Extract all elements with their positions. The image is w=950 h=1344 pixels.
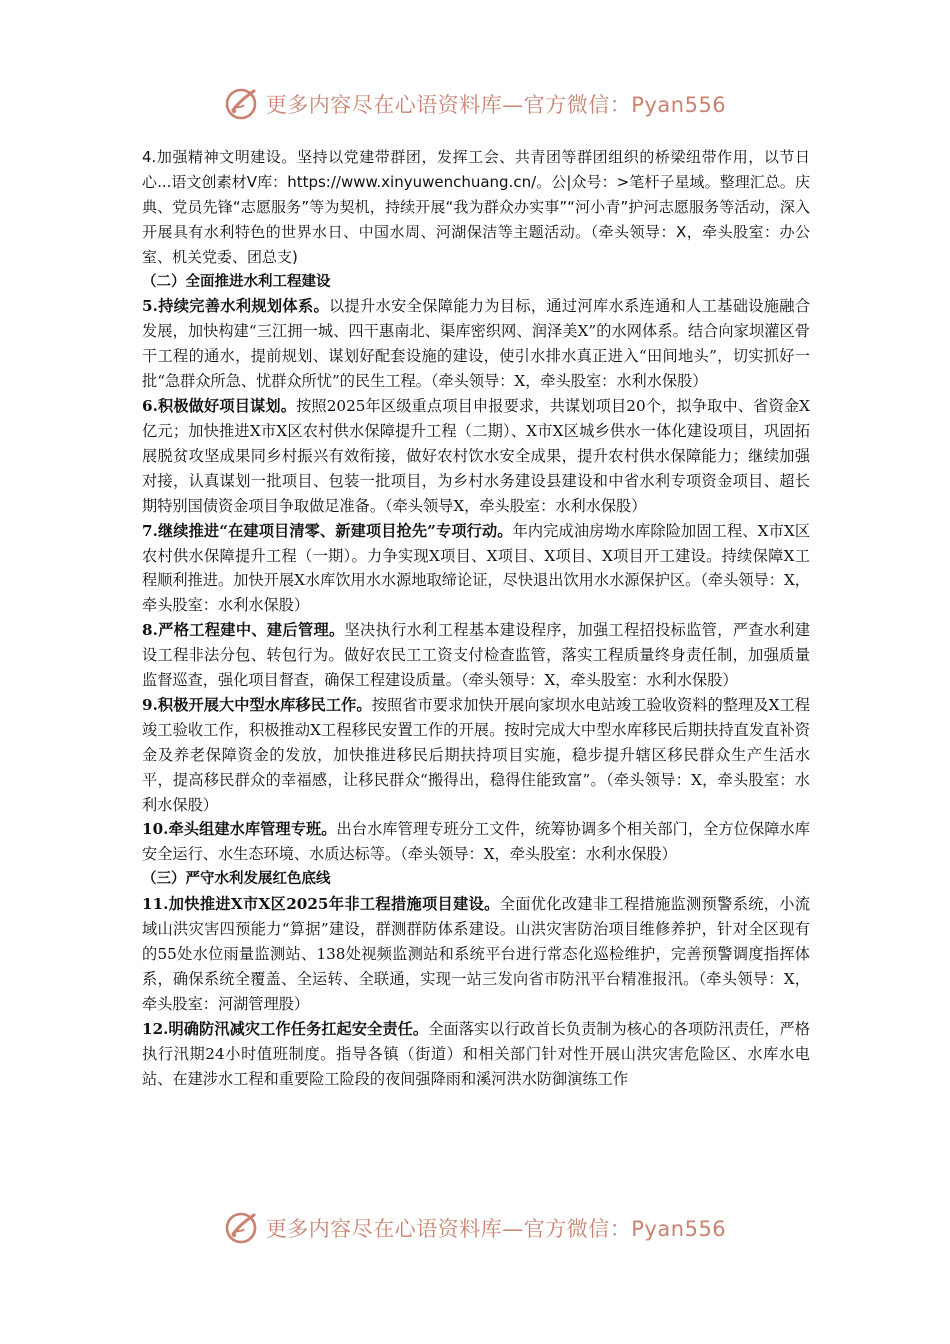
paragraph-text: 年内完成油房坳水库除险加固工程、X市X区农村供水保障提升工程（一期）。力争实现X项目、X项目、X项目、X项目开工建设。持续保障X工程顺利推进。加快开展X水库饮用水水源地取缔论证，尽快退出饮用水水源保护区。（牵头领导：X，牵头股室：水利水保股） (142, 521, 811, 615)
paragraph-title: 5.持续完善水利规划体系。 (142, 297, 329, 316)
section-heading: （二）全面推进水利工程建设 (142, 273, 331, 290)
paragraph-title: 8.严格工程建中、建后管理。 (142, 621, 345, 640)
document-body (142, 145, 810, 1091)
paragraph (142, 1017, 810, 1092)
paragraph-text: 坚决执行水利工程基本建设程序，加强工程招投标监管，严查水利建设工程非法分包、转包行为。做好农民工工资支付检查监管，落实工程质量终身责任制，加强质量监督巡查，强化项目督查，确保工程建设质量。（牵头领导：X，牵头股室：水利水保股） (142, 621, 811, 690)
brush-logo-icon (224, 86, 260, 122)
paragraph-text: 出台水库管理专班分工文件，统筹协调多个相关部门，全方位保障水库安全运行、水生态环境、水质达标等。（牵头领导：X，牵头股室：水利水保股） (142, 820, 810, 864)
paragraph (142, 817, 810, 867)
banner-text: 更多内容尽在心语资料库—官方微信：Pyan556 (265, 1217, 727, 1241)
brush-logo-icon (224, 1210, 260, 1246)
paragraph-text: 以提升水安全保障能力为目标，通过河库水系连通和人工基础设施融合发展，加快构建“三江拥一城、四干惠南北、渠库密织网、润泽美X”的水网体系。结合向家坝灌区骨干工程的通水，提前规划、谋划好配套设施的建设，使引水排水真正进入“田间地头”，切实抓好一批“急群众所急、忧群众所忧”的民生工程。（牵头领导：X，牵头股室：水利水保股） (142, 297, 811, 391)
paragraph (142, 618, 810, 693)
paragraph-text: 全面优化改建非工程措施监测预警系统，小流域山洪灾害四预能力“算据”建设，群测群防体系建设。山洪灾害防治项目维修养护，针对全区现有的55处水位雨量监测站、138处视频监测站和系统平台进行常态化巡检维护，完善预警调度指挥体系，确保系统全覆盖、全运转、全联通，实现一站三发向省市防汛平台精准报汛。（牵头领导：X，牵头股室：河湖管理股） (142, 895, 811, 1013)
paragraph (142, 519, 810, 619)
paragraph-title: 11.加快推进X市X区2025年非工程措施项目建设。 (142, 895, 500, 914)
paragraph-title: 9.积极开展大中型水库移民工作。 (142, 695, 372, 714)
paragraph (142, 693, 810, 818)
paragraph-title: 10.牵头组建水库管理专班。 (142, 820, 337, 839)
paragraph (142, 145, 810, 270)
paragraph (142, 394, 810, 519)
paragraph-text: 按照2025年区级重点项目申报要求，共谋划项目20个，拟争取中、省资金X亿元；加快推进X市X区农村供水保障提升工程（二期）、X市X区城乡供水一体化建设项目，巩固拓展脱贫攻坚成果同乡村振兴有效衔接，做好农村饮水安全成果，提升农村供水保障能力；继续加强对接，认真谋划一批项目、包装一批项目，为乡村水务建设县建设和中省水利专项资金项目、超长期特别国债资金项目争取做足准备。（牵头领导X，牵头股室：水利水保股） (142, 397, 810, 515)
watermark-banner-top (0, 82, 950, 126)
paragraph-text: 按照省市要求加快开展向家坝水电站竣工验收资料的整理及X工程竣工验收工作，积极推动X工程移民安置工作的开展。按时完成大中型水库移民后期扶持直发直补资金及养老保障资金的发放，加快推进移民后期扶持项目实施，稳步提升辖区移民群众生产生活水平，提高移民群众的幸福感，让移民群众“搬得出，稳得住能致富”。（牵头领导：X，牵头股室：水利水保股） (142, 695, 810, 814)
section-heading: （三）严守水利发展红色底线 (142, 871, 331, 888)
paragraph (142, 294, 810, 394)
watermark-banner-bottom (0, 1206, 950, 1250)
paragraph-text: 4.加强精神文明建设。坚持以党建带群团，发挥工会、共青团等群团组织的桥梁纽带作用，以节日心...语文创素材V库：https://www.xinyuwenchuang.cn/。公|众号：>笔杆子星域。整理汇总。庆典、党员先锋“志愿服务”等为契机，持续开展“我为群众办实事”“河小青”护河志愿服务等活动，深入开展具有水利特色的世界水日、中国水周、河湖保洁等主题活动。（牵头领导：X，牵头股室：办公室、机关党委、团总支) (142, 148, 810, 266)
paragraph (142, 892, 810, 1017)
paragraph-title: 6.积极做好项目谋划。 (142, 397, 297, 416)
paragraph-text: 全面落实以行政首长负责制为核心的各项防汛责任，严格执行汛期24小时值班制度。指导各镇（街道）和相关部门针对性开展山洪灾害危险区、水库水电站、在建涉水工程和重要险工险段的夜间强降雨和溪河洪水防御演练工作 (142, 1019, 810, 1088)
paragraph-title: 7.继续推进“在建项目清零、新建项目抢先”专项行动。 (142, 521, 513, 540)
paragraph-title: 12.明确防汛减灾工作任务扛起安全责任。 (142, 1019, 429, 1038)
banner-text: 更多内容尽在心语资料库—官方微信：Pyan556 (265, 93, 727, 117)
